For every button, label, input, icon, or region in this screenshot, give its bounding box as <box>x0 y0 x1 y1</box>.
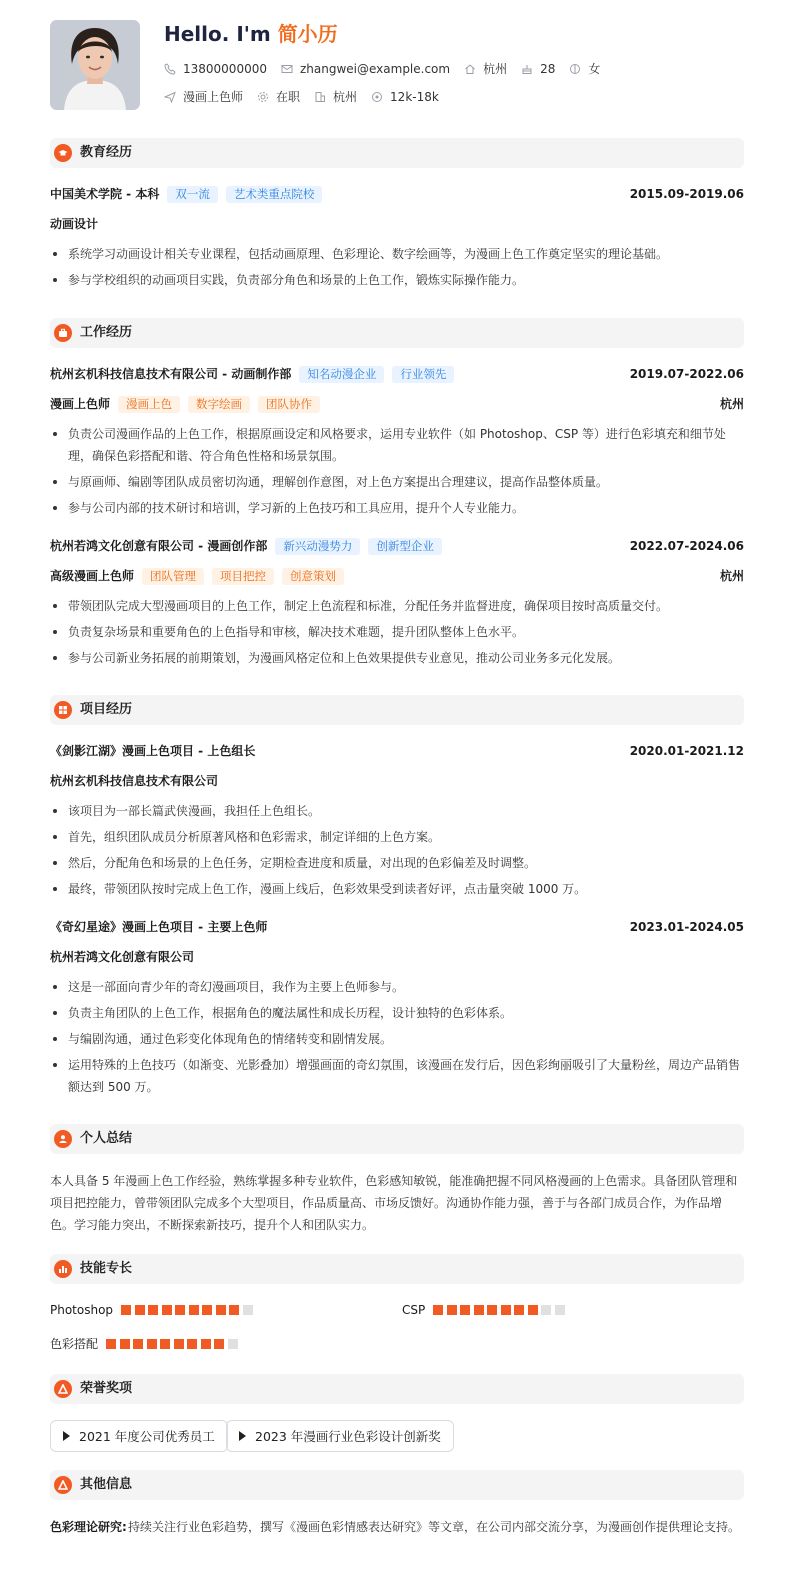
skill-level-filled <box>501 1305 511 1315</box>
send-icon <box>164 91 176 103</box>
work-bullet: 带领团队完成大型漫画项目的上色工作，制定上色流程和标准，分配任务并监督进度，确保项目按时高质量交付。 <box>50 595 744 617</box>
skill-level-filled <box>447 1305 457 1315</box>
skill-level-filled <box>216 1305 226 1315</box>
company-tag: 创新型企业 <box>368 538 442 555</box>
graduation-cap-icon <box>54 144 72 162</box>
section-title: 项目经历 <box>80 702 133 718</box>
greeting-title <box>164 22 338 46</box>
skill-level-empty <box>243 1305 253 1315</box>
role-skill-tag: 数字绘画 <box>188 396 250 413</box>
work-header <box>50 537 744 555</box>
major: 动画设计 <box>50 216 99 231</box>
skill-level-bar <box>433 1305 568 1315</box>
project-bullet: 首先，组织团队成员分析原著风格和色彩需求，制定详细的上色方案。 <box>50 826 744 848</box>
gear-icon <box>257 91 269 103</box>
skill-name: 色彩搭配 <box>50 1337 99 1351</box>
project-bullet: 该项目为一部长篇武侠漫画，我担任上色组长。 <box>50 800 744 822</box>
age-item <box>521 62 555 76</box>
hometown-item <box>464 62 507 76</box>
skill-item <box>50 1337 241 1351</box>
skill-level-filled <box>162 1305 172 1315</box>
work-header <box>50 365 744 383</box>
work-period: 2019.07-2022.06 <box>629 366 744 381</box>
work-location: 杭州 <box>719 396 744 411</box>
gender-text: 女 <box>588 62 601 76</box>
education-bullet: 参与学校组织的动画项目实践，负责部分角色和场景的上色工作，锻炼实际操作能力。 <box>50 269 744 291</box>
education-header <box>50 185 744 203</box>
major-row <box>50 215 744 233</box>
skill-level-filled <box>187 1339 197 1349</box>
school-tag: 双一流 <box>167 186 218 203</box>
project-header <box>50 918 744 936</box>
school-name: 中国美术学院 - 本科 <box>50 186 160 201</box>
section-title: 教育经历 <box>80 145 133 161</box>
education-bullet: 系统学习动画设计相关专业课程，包括动画原理、色彩理论、数字绘画等，为漫画上色工作奠定坚实的理论基础。 <box>50 243 744 265</box>
user-icon <box>54 1130 72 1148</box>
role-skill-tag: 创意策划 <box>282 568 344 585</box>
skill-name: CSP <box>402 1303 426 1317</box>
skill-level-filled <box>121 1305 131 1315</box>
skill-level-filled <box>106 1339 116 1349</box>
play-icon <box>239 1431 246 1441</box>
skill-level-filled <box>189 1305 199 1315</box>
section-title: 个人总结 <box>80 1131 133 1147</box>
skill-level-filled <box>474 1305 484 1315</box>
profile-header <box>50 20 744 110</box>
skill-level-filled <box>148 1305 158 1315</box>
company-tag: 行业领先 <box>392 366 454 383</box>
section-work <box>50 318 744 348</box>
skill-level-filled <box>202 1305 212 1315</box>
skill-level-filled <box>175 1305 185 1315</box>
role-skill-tag: 项目把控 <box>212 568 274 585</box>
skill-level-filled <box>147 1339 157 1349</box>
work-bullet: 参与公司内部的技术研讨和培训，学习新的上色技巧和工具应用，提升个人专业能力。 <box>50 497 744 519</box>
position-item <box>164 90 243 104</box>
age-text: 28 <box>540 62 556 76</box>
work-period: 2022.07-2024.06 <box>629 538 744 553</box>
role-skill-tag: 漫画上色 <box>118 396 180 413</box>
summary-text: 本人具备 5 年漫画上色工作经验，熟练掌握多种专业软件，色彩感知敏锐，能准确把握不同风格漫画的上色需求。具备团队管理和项目把控能力，曾带领团队完成多个大型项目，作品质量高、市场反馈好。沟通协作能力强，善于与各部门成员合作，为作品增色。学习能力突出，不断探索新技巧，提升个人和团队实力。 <box>50 1174 738 1232</box>
skill-level-filled <box>201 1339 211 1349</box>
gender-item <box>569 62 600 76</box>
skill-level-bar <box>121 1305 256 1315</box>
phone-item <box>164 62 267 76</box>
city-item <box>314 90 357 104</box>
section-honors <box>50 1374 744 1404</box>
home-icon <box>464 63 476 75</box>
section-title: 技能专长 <box>80 1261 133 1277</box>
skill-level-filled <box>214 1339 224 1349</box>
other-info-key: 色彩理论研究: <box>50 1520 127 1534</box>
company-tag: 新兴动漫势力 <box>275 538 360 555</box>
section-skills <box>50 1254 744 1284</box>
company-name: 杭州玄机科技信息技术有限公司 - 动画制作部 <box>50 366 292 381</box>
skill-level-empty <box>555 1305 565 1315</box>
project-bullet: 与编剧沟通，通过色彩变化体现角色的情绪转变和剧情发展。 <box>50 1028 744 1050</box>
medal-icon <box>54 1380 72 1398</box>
section-project <box>50 695 744 725</box>
mail-icon <box>281 63 293 75</box>
skill-level-filled <box>135 1305 145 1315</box>
skill-level-filled <box>487 1305 497 1315</box>
project-company-row <box>50 772 744 790</box>
grid-icon <box>54 701 72 719</box>
status-text: 在职 <box>276 90 301 104</box>
company-tag: 知名动漫企业 <box>299 366 384 383</box>
project-period: 2020.01-2021.12 <box>629 743 744 758</box>
role-skill-tag: 团队协作 <box>258 396 320 413</box>
skill-level-filled <box>514 1305 524 1315</box>
project-bullet: 然后，分配角色和场景的上色任务，定期检查进度和质量，对出现的色彩偏差及时调整。 <box>50 852 744 874</box>
skill-item <box>50 1303 256 1317</box>
candidate-name: 简小历 <box>277 22 338 46</box>
avatar <box>50 20 140 110</box>
skill-level-bar <box>106 1339 241 1349</box>
coin-icon <box>371 91 383 103</box>
role-row <box>50 567 744 585</box>
info-icon <box>54 1476 72 1494</box>
other-info-value: 持续关注行业色彩趋势，撰写《漫画色彩情感表达研究》等文章，在公司内部交流分享，为漫画创作提供理论支持。 <box>128 1520 741 1534</box>
award-item <box>50 1420 228 1452</box>
phone-text: 13800000000 <box>183 62 267 76</box>
project-bullet: 最终，带领团队按时完成上色工作，漫画上线后，色彩效果受到读者好评，点击量突破 1000 万。 <box>50 878 744 900</box>
skill-level-filled <box>133 1339 143 1349</box>
work-bullet: 负责公司漫画作品的上色工作，根据原画设定和风格要求，运用专业软件（如 Photoshop、CSP 等）进行色彩填充和细节处理，确保色彩搭配和谐、符合角色性格和场景氛围。 <box>50 423 744 467</box>
company-name: 杭州若鸿文化创意有限公司 - 漫画创作部 <box>50 538 268 553</box>
job-intent-row <box>164 90 453 104</box>
skill-level-filled <box>120 1339 130 1349</box>
briefcase-icon <box>54 324 72 342</box>
work-bullet: 与原画师、编剧等团队成员密切沟通，理解创作意图，对上色方案提出合理建议，提高作品整体质量。 <box>50 471 744 493</box>
school-tag: 艺术类重点院校 <box>226 186 323 203</box>
skill-name: Photoshop <box>50 1303 114 1317</box>
building-icon <box>314 91 326 103</box>
work-bullet: 负责复杂场景和重要角色的上色指导和审核，解决技术难题，提升团队整体上色水平。 <box>50 621 744 643</box>
section-other <box>50 1470 744 1500</box>
award-text: 2023 年漫画行业色彩设计创新奖 <box>255 1428 441 1444</box>
skill-level-empty <box>228 1339 238 1349</box>
skill-level-filled <box>433 1305 443 1315</box>
project-bullet: 这是一部面向青少年的奇幻漫画项目，我作为主要上色师参与。 <box>50 976 744 998</box>
phone-icon <box>164 63 176 75</box>
other-info-item <box>50 1516 744 1538</box>
gender-icon <box>569 63 581 75</box>
role-title: 高级漫画上色师 <box>50 568 135 583</box>
status-item <box>257 90 300 104</box>
cake-icon <box>521 63 533 75</box>
section-title: 荣誉奖项 <box>80 1381 133 1397</box>
bar-chart-icon <box>54 1260 72 1278</box>
section-title: 其他信息 <box>80 1477 133 1493</box>
work-bullet: 参与公司新业务拓展的前期策划，为漫画风格定位和上色效果提供专业意见，推动公司业务多元化发展。 <box>50 647 744 669</box>
position-text: 漫画上色师 <box>183 90 244 104</box>
play-icon <box>63 1431 70 1441</box>
salary-text: 12k-18k <box>390 90 439 104</box>
skill-level-filled <box>229 1305 239 1315</box>
project-period: 2023.01-2024.05 <box>629 919 744 934</box>
skill-level-empty <box>541 1305 551 1315</box>
award-item <box>226 1420 454 1452</box>
skill-level-filled <box>460 1305 470 1315</box>
project-bullet: 负责主角团队的上色工作，根据角色的魔法属性和成长历程，设计独特的色彩体系。 <box>50 1002 744 1024</box>
email-item <box>281 62 450 76</box>
work-location: 杭州 <box>719 568 744 583</box>
skill-level-filled <box>160 1339 170 1349</box>
skill-item <box>402 1303 568 1317</box>
project-company: 杭州若鸿文化创意有限公司 <box>50 949 195 964</box>
award-text: 2021 年度公司优秀员工 <box>79 1428 215 1444</box>
city-text: 杭州 <box>333 90 358 104</box>
role-row <box>50 395 744 413</box>
role-skill-tag: 团队管理 <box>142 568 204 585</box>
section-education <box>50 138 744 168</box>
hometown-text: 杭州 <box>483 62 508 76</box>
project-bullet: 运用特殊的上色技巧（如渐变、光影叠加）增强画面的奇幻氛围，该漫画在发行后，因色彩绚丽吸引了大量粉丝，周边产品销售额达到 500 万。 <box>50 1054 744 1098</box>
project-title: 《奇幻星途》漫画上色项目 - 主要上色师 <box>50 919 268 934</box>
section-title: 工作经历 <box>80 325 133 341</box>
email-text: zhangwei@example.com <box>299 62 451 76</box>
project-title: 《剑影江湖》漫画上色项目 - 上色组长 <box>50 743 256 758</box>
project-company-row <box>50 948 744 966</box>
section-summary <box>50 1124 744 1154</box>
role-title: 漫画上色师 <box>50 396 111 411</box>
education-period: 2015.09-2019.06 <box>629 186 744 201</box>
skill-level-filled <box>528 1305 538 1315</box>
project-company: 杭州玄机科技信息技术有限公司 <box>50 773 219 788</box>
project-header <box>50 742 744 760</box>
contact-row <box>164 62 614 76</box>
salary-item <box>371 90 439 104</box>
greeting-text: Hello. I'm <box>164 22 271 46</box>
skill-level-filled <box>174 1339 184 1349</box>
